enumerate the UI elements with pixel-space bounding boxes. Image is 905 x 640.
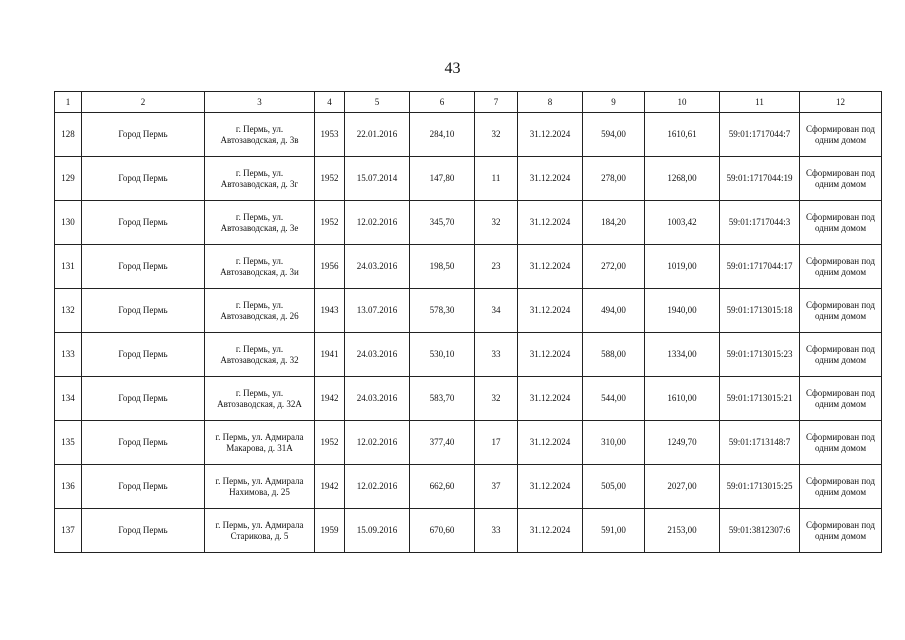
- cadastral-number-cell: 59:01:1713015:23: [720, 333, 800, 377]
- cadastral-value-cell: 1003,42: [645, 201, 720, 245]
- cadastral-value-cell: 1610,61: [645, 113, 720, 157]
- column-header: 12: [800, 92, 882, 113]
- header-row: [55, 92, 882, 113]
- land-status-cell: Сформирован под одним домом: [800, 245, 882, 289]
- address-cell: г. Пермь, ул. Автозаводская, д. 3в: [205, 113, 315, 157]
- year-built-cell: 1941: [315, 333, 345, 377]
- survey-date-cell: 24.03.2016: [345, 245, 410, 289]
- land-area-cell: 505,00: [583, 465, 645, 509]
- address-cell: г. Пермь, ул. Адмирала Старикова, д. 5: [205, 509, 315, 553]
- table-row: [55, 245, 882, 289]
- land-area-cell: 278,00: [583, 157, 645, 201]
- column-header: 10: [645, 92, 720, 113]
- residents-cell: 11: [475, 157, 518, 201]
- cadastral-number-cell: 59:01:1713015:21: [720, 377, 800, 421]
- land-area-cell: 272,00: [583, 245, 645, 289]
- row-number-cell: 128: [55, 113, 82, 157]
- cadastral-number-cell: 59:01:1717044:19: [720, 157, 800, 201]
- row-number-cell: 135: [55, 421, 82, 465]
- cadastral-number-cell: 59:01:1713015:18: [720, 289, 800, 333]
- year-built-cell: 1942: [315, 465, 345, 509]
- land-area-cell: 184,20: [583, 201, 645, 245]
- address-cell: г. Пермь, ул. Автозаводская, д. 26: [205, 289, 315, 333]
- land-area-cell: 594,00: [583, 113, 645, 157]
- table-row: [55, 113, 882, 157]
- cadastral-value-cell: 2027,00: [645, 465, 720, 509]
- deadline-cell: 31.12.2024: [518, 333, 583, 377]
- year-built-cell: 1942: [315, 377, 345, 421]
- deadline-cell: 31.12.2024: [518, 421, 583, 465]
- column-header: 2: [82, 92, 205, 113]
- table-row: [55, 509, 882, 553]
- column-header: 7: [475, 92, 518, 113]
- cadastral-value-cell: 1019,00: [645, 245, 720, 289]
- municipality-cell: Город Пермь: [82, 289, 205, 333]
- address-cell: г. Пермь, ул. Автозаводская, д. 3и: [205, 245, 315, 289]
- municipality-cell: Город Пермь: [82, 509, 205, 553]
- deadline-cell: 31.12.2024: [518, 113, 583, 157]
- land-area-cell: 591,00: [583, 509, 645, 553]
- table-body: [55, 113, 882, 553]
- table-row: [55, 201, 882, 245]
- cadastral-number-cell: 59:01:1717044:17: [720, 245, 800, 289]
- municipality-cell: Город Пермь: [82, 465, 205, 509]
- row-number-cell: 137: [55, 509, 82, 553]
- area-cell: 583,70: [410, 377, 475, 421]
- row-number-cell: 132: [55, 289, 82, 333]
- deadline-cell: 31.12.2024: [518, 509, 583, 553]
- cadastral-number-cell: 59:01:1717044:3: [720, 201, 800, 245]
- page-number: 43: [444, 60, 461, 77]
- deadline-cell: 31.12.2024: [518, 465, 583, 509]
- land-status-cell: Сформирован под одним домом: [800, 289, 882, 333]
- land-status-cell: Сформирован под одним домом: [800, 377, 882, 421]
- address-cell: г. Пермь, ул. Адмирала Макарова, д. 31А: [205, 421, 315, 465]
- row-number-cell: 131: [55, 245, 82, 289]
- cadastral-number-cell: 59:01:3812307:6: [720, 509, 800, 553]
- column-header: 9: [583, 92, 645, 113]
- municipality-cell: Город Пермь: [82, 113, 205, 157]
- housing-table: [54, 91, 882, 553]
- cadastral-number-cell: 59:01:1717044:7: [720, 113, 800, 157]
- table-row: [55, 421, 882, 465]
- table-row: [55, 465, 882, 509]
- deadline-cell: 31.12.2024: [518, 157, 583, 201]
- column-header: 11: [720, 92, 800, 113]
- column-header: 3: [205, 92, 315, 113]
- residents-cell: 32: [475, 377, 518, 421]
- residents-cell: 33: [475, 333, 518, 377]
- year-built-cell: 1953: [315, 113, 345, 157]
- residents-cell: 23: [475, 245, 518, 289]
- row-number-cell: 133: [55, 333, 82, 377]
- column-header: 1: [55, 92, 82, 113]
- year-built-cell: 1943: [315, 289, 345, 333]
- cadastral-number-cell: 59:01:1713015:25: [720, 465, 800, 509]
- address-cell: г. Пермь, ул. Автозаводская, д. 3е: [205, 201, 315, 245]
- year-built-cell: 1952: [315, 157, 345, 201]
- land-status-cell: Сформирован под одним домом: [800, 421, 882, 465]
- land-area-cell: 494,00: [583, 289, 645, 333]
- municipality-cell: Город Пермь: [82, 333, 205, 377]
- area-cell: 670,60: [410, 509, 475, 553]
- column-header: 5: [345, 92, 410, 113]
- survey-date-cell: 12.02.2016: [345, 465, 410, 509]
- cadastral-value-cell: 1610,00: [645, 377, 720, 421]
- deadline-cell: 31.12.2024: [518, 201, 583, 245]
- residents-cell: 32: [475, 113, 518, 157]
- year-built-cell: 1952: [315, 201, 345, 245]
- deadline-cell: 31.12.2024: [518, 289, 583, 333]
- municipality-cell: Город Пермь: [82, 157, 205, 201]
- land-area-cell: 544,00: [583, 377, 645, 421]
- area-cell: 147,80: [410, 157, 475, 201]
- survey-date-cell: 24.03.2016: [345, 333, 410, 377]
- address-cell: г. Пермь, ул. Адмирала Нахимова, д. 25: [205, 465, 315, 509]
- address-cell: г. Пермь, ул. Автозаводская, д. 32: [205, 333, 315, 377]
- area-cell: 377,40: [410, 421, 475, 465]
- cadastral-value-cell: 1268,00: [645, 157, 720, 201]
- residents-cell: 34: [475, 289, 518, 333]
- area-cell: 530,10: [410, 333, 475, 377]
- cadastral-value-cell: 2153,00: [645, 509, 720, 553]
- survey-date-cell: 15.09.2016: [345, 509, 410, 553]
- table-row: [55, 289, 882, 333]
- land-status-cell: Сформирован под одним домом: [800, 201, 882, 245]
- year-built-cell: 1959: [315, 509, 345, 553]
- land-status-cell: Сформирован под одним домом: [800, 333, 882, 377]
- cadastral-value-cell: 1249,70: [645, 421, 720, 465]
- row-number-cell: 130: [55, 201, 82, 245]
- municipality-cell: Город Пермь: [82, 201, 205, 245]
- row-number-cell: 136: [55, 465, 82, 509]
- year-built-cell: 1952: [315, 421, 345, 465]
- column-header: 6: [410, 92, 475, 113]
- table-row: [55, 333, 882, 377]
- row-number-cell: 134: [55, 377, 82, 421]
- municipality-cell: Город Пермь: [82, 245, 205, 289]
- area-cell: 662,60: [410, 465, 475, 509]
- year-built-cell: 1956: [315, 245, 345, 289]
- residents-cell: 33: [475, 509, 518, 553]
- residents-cell: 37: [475, 465, 518, 509]
- survey-date-cell: 13.07.2016: [345, 289, 410, 333]
- survey-date-cell: 15.07.2014: [345, 157, 410, 201]
- row-number-cell: 129: [55, 157, 82, 201]
- column-header: 4: [315, 92, 345, 113]
- table-row: [55, 157, 882, 201]
- land-area-cell: 588,00: [583, 333, 645, 377]
- survey-date-cell: 12.02.2016: [345, 201, 410, 245]
- residents-cell: 32: [475, 201, 518, 245]
- land-status-cell: Сформирован под одним домом: [800, 157, 882, 201]
- area-cell: 284,10: [410, 113, 475, 157]
- cadastral-number-cell: 59:01:1713148:7: [720, 421, 800, 465]
- cadastral-value-cell: 1334,00: [645, 333, 720, 377]
- land-status-cell: Сформирован под одним домом: [800, 465, 882, 509]
- cadastral-value-cell: 1940,00: [645, 289, 720, 333]
- table-row: [55, 377, 882, 421]
- land-status-cell: Сформирован под одним домом: [800, 113, 882, 157]
- survey-date-cell: 24.03.2016: [345, 377, 410, 421]
- column-header: 8: [518, 92, 583, 113]
- survey-date-cell: 22.01.2016: [345, 113, 410, 157]
- area-cell: 198,50: [410, 245, 475, 289]
- land-status-cell: Сформирован под одним домом: [800, 509, 882, 553]
- address-cell: г. Пермь, ул. Автозаводская, д. 32А: [205, 377, 315, 421]
- municipality-cell: Город Пермь: [82, 377, 205, 421]
- deadline-cell: 31.12.2024: [518, 377, 583, 421]
- area-cell: 578,30: [410, 289, 475, 333]
- residents-cell: 17: [475, 421, 518, 465]
- municipality-cell: Город Пермь: [82, 421, 205, 465]
- land-area-cell: 310,00: [583, 421, 645, 465]
- area-cell: 345,70: [410, 201, 475, 245]
- address-cell: г. Пермь, ул. Автозаводская, д. 3г: [205, 157, 315, 201]
- survey-date-cell: 12.02.2016: [345, 421, 410, 465]
- deadline-cell: 31.12.2024: [518, 245, 583, 289]
